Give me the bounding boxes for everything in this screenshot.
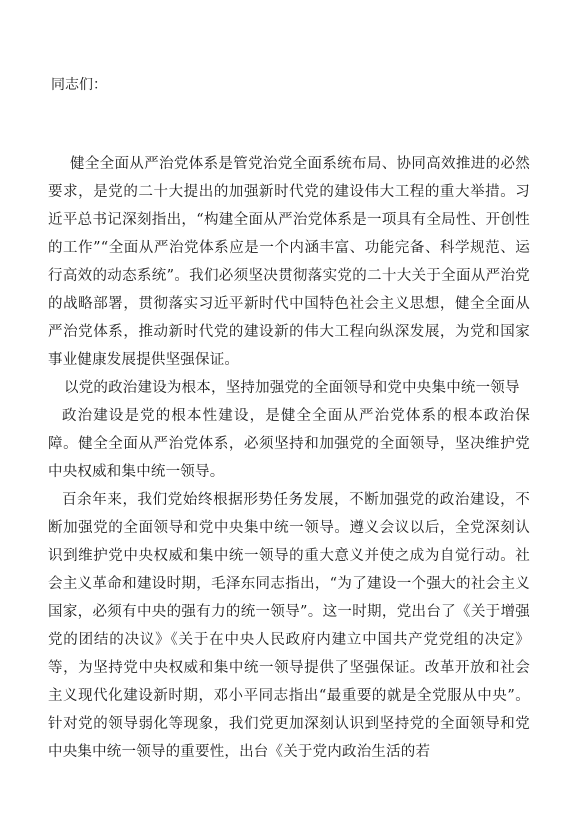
document-body [48,150,530,766]
paragraph-political-construction: 政治建设是党的根本性建设，是健全全面从严治党体系的根本政治保障。健全全面从严治党体系，必须坚持和加强党的全面领导，坚决维护党中央权威和集中统一领导。 [48,408,530,480]
paragraph-history: 百余年来，我们党始终根据形势任务发展，不断加强党的政治建设，不断加强党的全面领导和党中央集中统一领导。遵义会议以后，全党深刻认识到维护党中央权威和集中统一领导的重大意义并使之成为自觉行动。社会主义革命和建设时期，毛泽东同志指出，“为了建设一个强大的社会主义国家，必须有中央的强有力的统一领导”。这一时期，党出台了《关于增强党的团结的决议》《关于在中央人民政府内建立中国共产党党组的决定》等，为坚持党中央权威和集中统一领导提供了坚强保证。改革开放和社会主义现代化建设新时期，邓小平同志指出“最重要的就是全党服从中央”。针对党的领导弱化等现象，我们党更加深刻认识到坚持党的全面领导和党中央集中统一领导的重要性，出台《关于党内政治生活的若 [48,492,530,760]
section-heading: 以党的政治建设为根本，坚持加强党的全面领导和党中央集中统一领导 [64,380,520,396]
paragraph-intro: 健全全面从严治党体系是管党治党全面系统布局、协同高效推进的必然要求，是党的二十大提出的加强新时代党的建设伟大工程的重大举措。习近平总书记深刻指出，“构建全面从严治党体系是一项具有全局性、开创性的工作”“全面从严治党体系应是一个内涵丰富、功能完备、科学规范、运行高效的动态系统”。我们必须坚决贯彻落实党的二十大关于全面从严治党的战略部署，贯彻落实习近平新时代中国特色社会主义思想，健全全面从严治党体系，推动新时代党的建设新的伟大工程向纵深发展，为党和国家事业健康发展提供坚强保证。 [48,156,530,368]
salutation: 同志们： [51,77,107,93]
